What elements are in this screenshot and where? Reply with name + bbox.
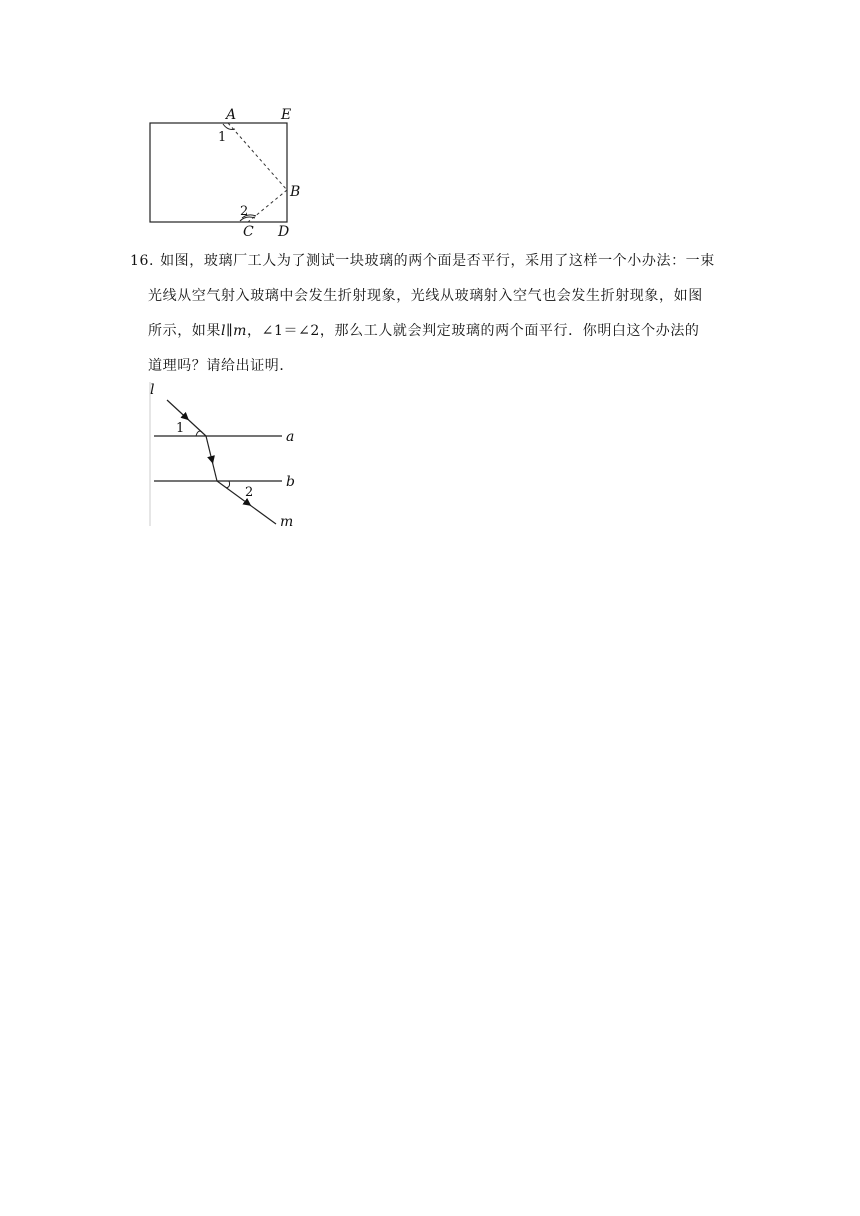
label-c: C (243, 224, 254, 240)
angle-1-label: 1 (176, 421, 185, 436)
refraction-figure (140, 380, 310, 530)
label-b: B (290, 184, 301, 200)
label-l: l (150, 382, 155, 398)
angle-1-arc (196, 431, 202, 436)
dashed-segment-ab (228, 123, 287, 190)
angle-2-label: 2 (245, 485, 254, 500)
ray-l (167, 400, 206, 436)
angle-2-label: 2 (240, 204, 249, 219)
var-l: l (221, 323, 227, 339)
label-d: D (278, 224, 290, 240)
rectangle-figure (140, 100, 310, 240)
question-line-4: 道理吗？请给出证明． (148, 358, 294, 374)
question-number: 16. (130, 253, 155, 269)
question-text-1: 如图，玻璃厂工人为了测试一块玻璃的两个面是否平行，采用了这样一个小办法：一束 (160, 253, 715, 269)
label-a: a (286, 429, 295, 445)
angle-2-arc (226, 481, 230, 488)
label-a: A (226, 107, 237, 123)
angle-1-label: 1 (218, 130, 227, 145)
label-e: E (281, 107, 292, 123)
question-line-2: 光线从空气射入玻璃中会发生折射现象，光线从玻璃射入空气也会发生折射现象，如图 (148, 288, 703, 304)
question-line-3 (130, 314, 742, 349)
question-text-3b: ，∠1＝∠2，那么工人就会判定玻璃的两个面平行．你明白这个办法的 (247, 323, 700, 339)
label-b: b (286, 474, 295, 490)
ray-inside (206, 436, 217, 481)
question-line-1 (130, 244, 742, 279)
label-m: m (280, 514, 294, 530)
question-text-3a: 所示，如果 (148, 323, 221, 339)
parallel-symbol: ∥ (226, 323, 234, 339)
question-16 (130, 244, 742, 384)
var-m: m (233, 323, 248, 339)
